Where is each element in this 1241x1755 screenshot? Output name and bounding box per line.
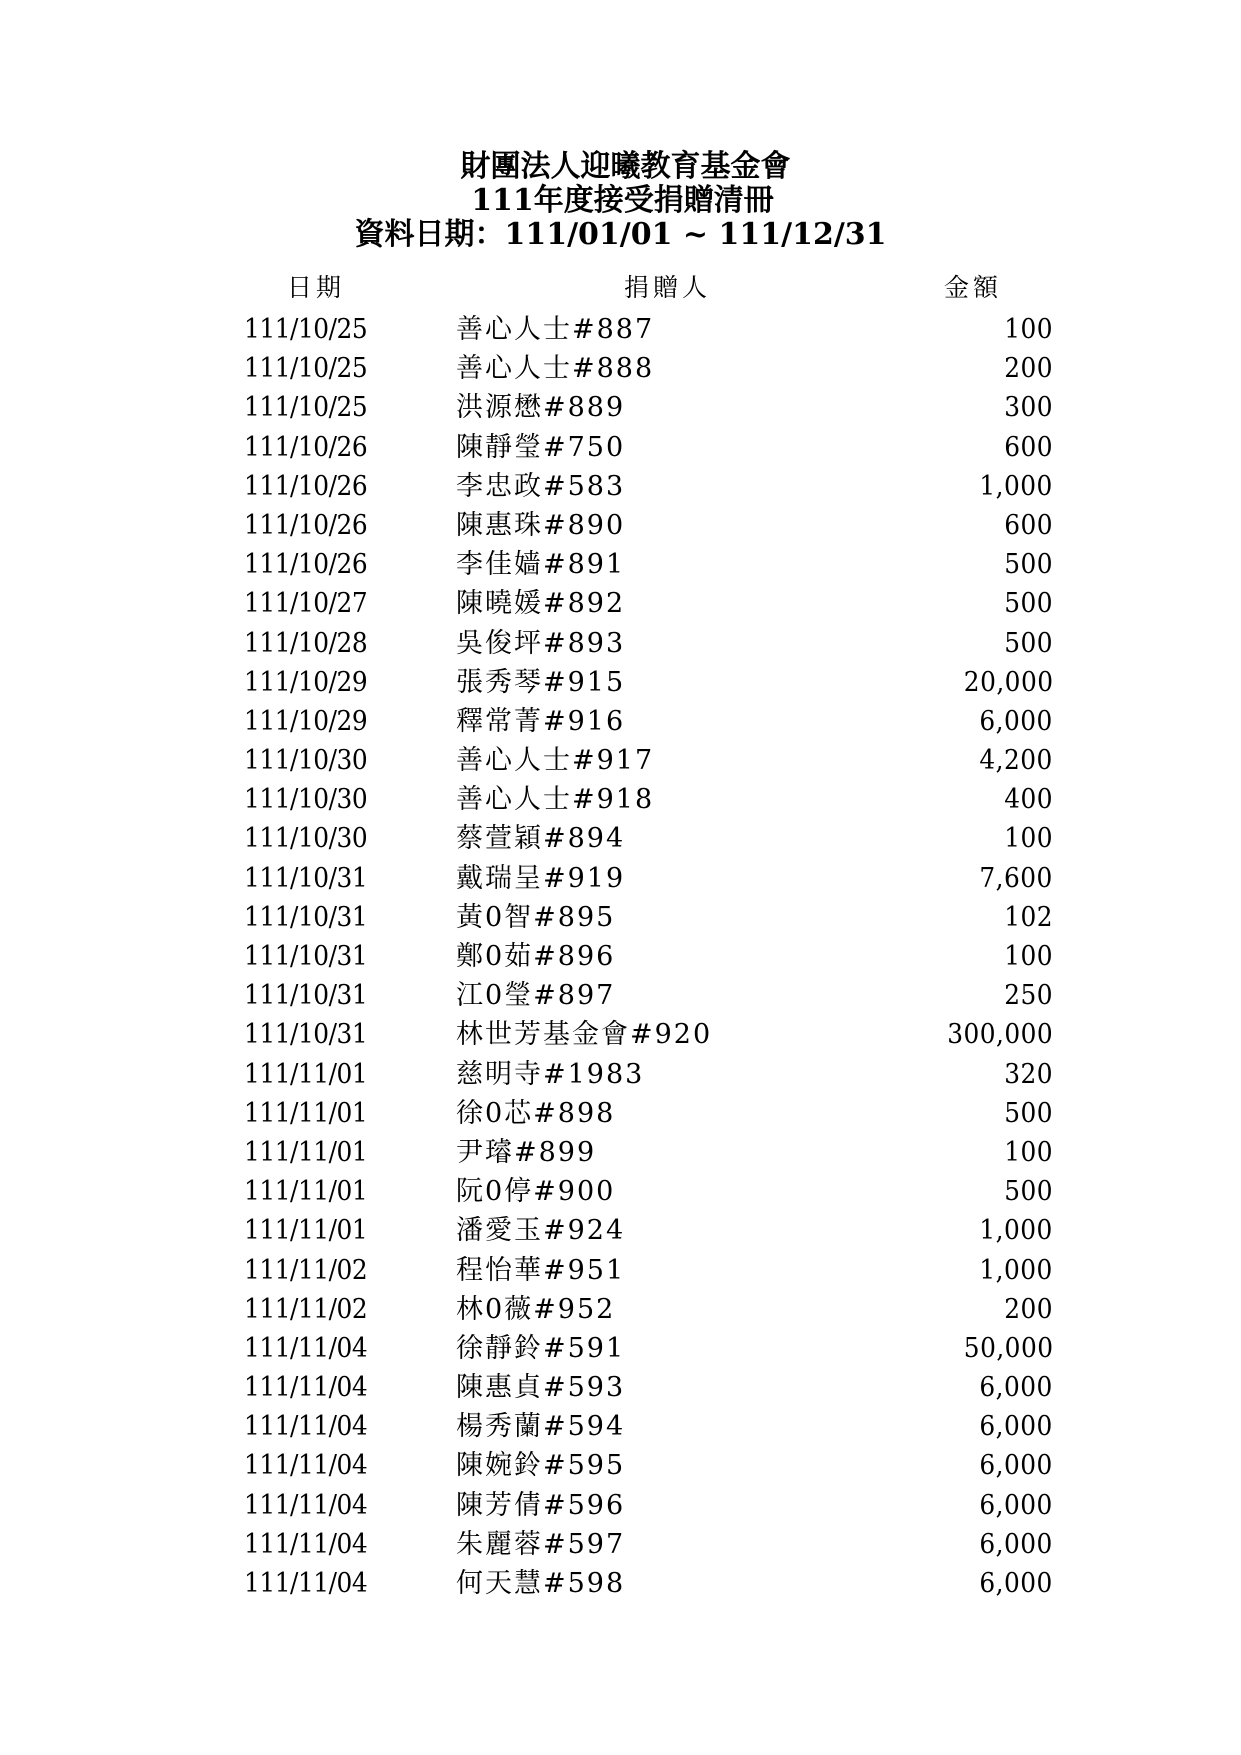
table-row	[0, 428, 1241, 467]
cell-donor: 吳俊坪#893	[456, 627, 626, 659]
date-range: 資料日期：111/01/01 ~ 111/12/31	[354, 217, 887, 252]
cell-amount: 102	[1004, 901, 1053, 933]
cell-date: 111/10/25	[244, 353, 368, 385]
cell-date: 111/11/02	[244, 1293, 368, 1325]
cell-date: 111/10/31	[244, 901, 368, 933]
cell-date: 111/10/26	[244, 549, 368, 581]
cell-donor: 潘愛玉#924	[456, 1215, 626, 1247]
cell-amount: 100	[1004, 1136, 1053, 1168]
table-row	[0, 937, 1241, 976]
cell-donor: 蔡萱穎#894	[456, 823, 626, 855]
cell-amount: 200	[1004, 1293, 1053, 1325]
cell-date: 111/10/31	[244, 941, 368, 972]
cell-date: 111/10/26	[244, 431, 368, 463]
cell-amount: 6,000	[979, 1411, 1053, 1443]
cell-donor: 何天慧#598	[456, 1568, 626, 1599]
cell-donor: 善心人士#917	[456, 745, 655, 777]
cell-donor: 鄭0茹#896	[456, 941, 616, 972]
cell-amount: 6,000	[979, 1568, 1053, 1599]
cell-donor: 善心人士#888	[456, 353, 655, 385]
cell-amount: 6,000	[979, 1450, 1053, 1482]
cell-amount: 400	[1004, 784, 1053, 816]
cell-date: 111/11/01	[244, 1058, 368, 1090]
cell-donor: 陳芳倩#596	[456, 1489, 626, 1521]
cell-donor: 楊秀蘭#594	[456, 1411, 626, 1443]
cell-date: 111/11/01	[244, 1176, 368, 1208]
cell-donor: 李忠政#583	[456, 470, 626, 502]
cell-date: 111/10/31	[244, 1019, 368, 1051]
table-row	[0, 1251, 1241, 1290]
cell-donor: 釋常菁#916	[456, 705, 626, 737]
cell-donor: 黃0智#895	[456, 901, 616, 933]
cell-amount: 6,000	[979, 1528, 1053, 1560]
cell-date: 111/10/27	[244, 588, 368, 620]
table-row	[0, 584, 1241, 623]
table-row	[0, 819, 1241, 858]
cell-amount: 20,000	[963, 666, 1053, 698]
table-row	[0, 663, 1241, 702]
cell-amount: 500	[1004, 588, 1053, 620]
table-row	[0, 1486, 1241, 1525]
cell-date: 111/11/02	[244, 1254, 368, 1286]
cell-date: 111/10/25	[244, 392, 368, 424]
cell-date: 111/11/04	[244, 1332, 368, 1364]
cell-donor: 陳惠貞#593	[456, 1372, 626, 1404]
cell-date: 111/10/29	[244, 705, 368, 737]
cell-donor: 陳靜瑩#750	[456, 431, 626, 463]
column-header-amount: 金額	[944, 273, 1003, 302]
table-row	[0, 1211, 1241, 1250]
cell-donor: 林世芳基金會#920	[456, 1019, 713, 1051]
cell-amount: 300,000	[947, 1019, 1053, 1051]
cell-amount: 500	[1004, 1176, 1053, 1208]
table-row	[0, 780, 1241, 819]
cell-date: 111/11/04	[244, 1411, 368, 1443]
cell-date: 111/10/31	[244, 980, 368, 1012]
table-row	[0, 1290, 1241, 1329]
table-row	[0, 1525, 1241, 1564]
cell-donor: 慈明寺#1983	[456, 1058, 645, 1090]
cell-date: 111/11/01	[244, 1097, 368, 1129]
cell-donor: 李佳嫱#891	[456, 549, 626, 581]
cell-date: 111/10/25	[244, 314, 368, 345]
cell-amount: 4,200	[979, 745, 1053, 777]
table-row	[0, 741, 1241, 780]
cell-date: 111/11/01	[244, 1215, 368, 1247]
cell-amount: 250	[1004, 980, 1053, 1012]
table-row	[0, 310, 1241, 349]
cell-donor: 江0瑩#897	[456, 980, 616, 1012]
cell-amount: 600	[1004, 509, 1053, 541]
table-row	[0, 1446, 1241, 1485]
cell-amount: 100	[1004, 941, 1053, 972]
cell-donor: 善心人士#887	[456, 314, 655, 345]
column-header-donor: 捐贈人	[624, 273, 712, 302]
cell-donor: 林0薇#952	[456, 1293, 616, 1325]
table-row	[0, 1172, 1241, 1211]
cell-date: 111/11/04	[244, 1450, 368, 1482]
table-row	[0, 1094, 1241, 1133]
table-row	[0, 1564, 1241, 1603]
table-row	[0, 859, 1241, 898]
cell-donor: 程怡華#951	[456, 1254, 626, 1286]
cell-amount: 300	[1004, 392, 1053, 424]
cell-amount: 1,000	[979, 1254, 1053, 1286]
table-row	[0, 506, 1241, 545]
table-row	[0, 976, 1241, 1015]
table-row	[0, 1055, 1241, 1094]
table-row	[0, 467, 1241, 506]
table-row	[0, 1133, 1241, 1172]
cell-amount: 7,600	[979, 862, 1053, 894]
cell-date: 111/11/01	[244, 1136, 368, 1168]
cell-date: 111/11/04	[244, 1372, 368, 1404]
table-row	[0, 624, 1241, 663]
cell-donor: 張秀琴#915	[456, 666, 626, 698]
cell-amount: 320	[1004, 1058, 1053, 1090]
cell-amount: 6,000	[979, 705, 1053, 737]
cell-amount: 50,000	[963, 1332, 1053, 1364]
table-header	[0, 270, 1241, 306]
cell-amount: 600	[1004, 431, 1053, 463]
cell-donor: 善心人士#918	[456, 784, 655, 816]
cell-donor: 陳惠珠#890	[456, 509, 626, 541]
column-header-date: 日期	[287, 273, 346, 302]
cell-donor: 朱麗蓉#597	[456, 1528, 626, 1560]
cell-amount: 500	[1004, 1097, 1053, 1129]
table-row	[0, 898, 1241, 937]
cell-amount: 200	[1004, 353, 1053, 385]
title-block	[0, 150, 1241, 252]
report-subtitle: 111年度接受捐贈清冊	[471, 183, 774, 218]
donation-table-body	[0, 310, 1241, 1603]
cell-donor: 洪源懋#889	[456, 392, 626, 424]
table-row	[0, 1368, 1241, 1407]
cell-donor: 戴瑞呈#919	[456, 862, 626, 894]
cell-date: 111/10/31	[244, 862, 368, 894]
cell-amount: 1,000	[979, 470, 1053, 502]
cell-donor: 尹璿#899	[456, 1136, 597, 1168]
cell-amount: 500	[1004, 549, 1053, 581]
cell-amount: 1,000	[979, 1215, 1053, 1247]
cell-amount: 6,000	[979, 1489, 1053, 1521]
cell-donor: 徐0芯#898	[456, 1097, 616, 1129]
table-row	[0, 1015, 1241, 1054]
cell-donor: 阮0停#900	[456, 1176, 616, 1208]
cell-date: 111/11/04	[244, 1528, 368, 1560]
cell-date: 111/10/29	[244, 666, 368, 698]
cell-date: 111/10/28	[244, 627, 368, 659]
table-row	[0, 702, 1241, 741]
cell-donor: 陳曉媛#892	[456, 588, 626, 620]
cell-donor: 徐靜鈴#591	[456, 1332, 626, 1364]
cell-date: 111/11/04	[244, 1568, 368, 1599]
cell-date: 111/10/26	[244, 470, 368, 502]
cell-date: 111/10/26	[244, 509, 368, 541]
cell-amount: 6,000	[979, 1372, 1053, 1404]
table-row	[0, 1407, 1241, 1446]
cell-date: 111/10/30	[244, 784, 368, 816]
cell-amount: 500	[1004, 627, 1053, 659]
table-row	[0, 545, 1241, 584]
table-row	[0, 388, 1241, 427]
cell-amount: 100	[1004, 823, 1053, 855]
cell-date: 111/10/30	[244, 745, 368, 777]
cell-donor: 陳婉鈴#595	[456, 1450, 626, 1482]
organization-title: 財團法人迎曦教育基金會	[460, 149, 791, 184]
cell-amount: 100	[1004, 314, 1053, 345]
cell-date: 111/11/04	[244, 1489, 368, 1521]
table-row	[0, 349, 1241, 388]
cell-date: 111/10/30	[244, 823, 368, 855]
table-row	[0, 1329, 1241, 1368]
